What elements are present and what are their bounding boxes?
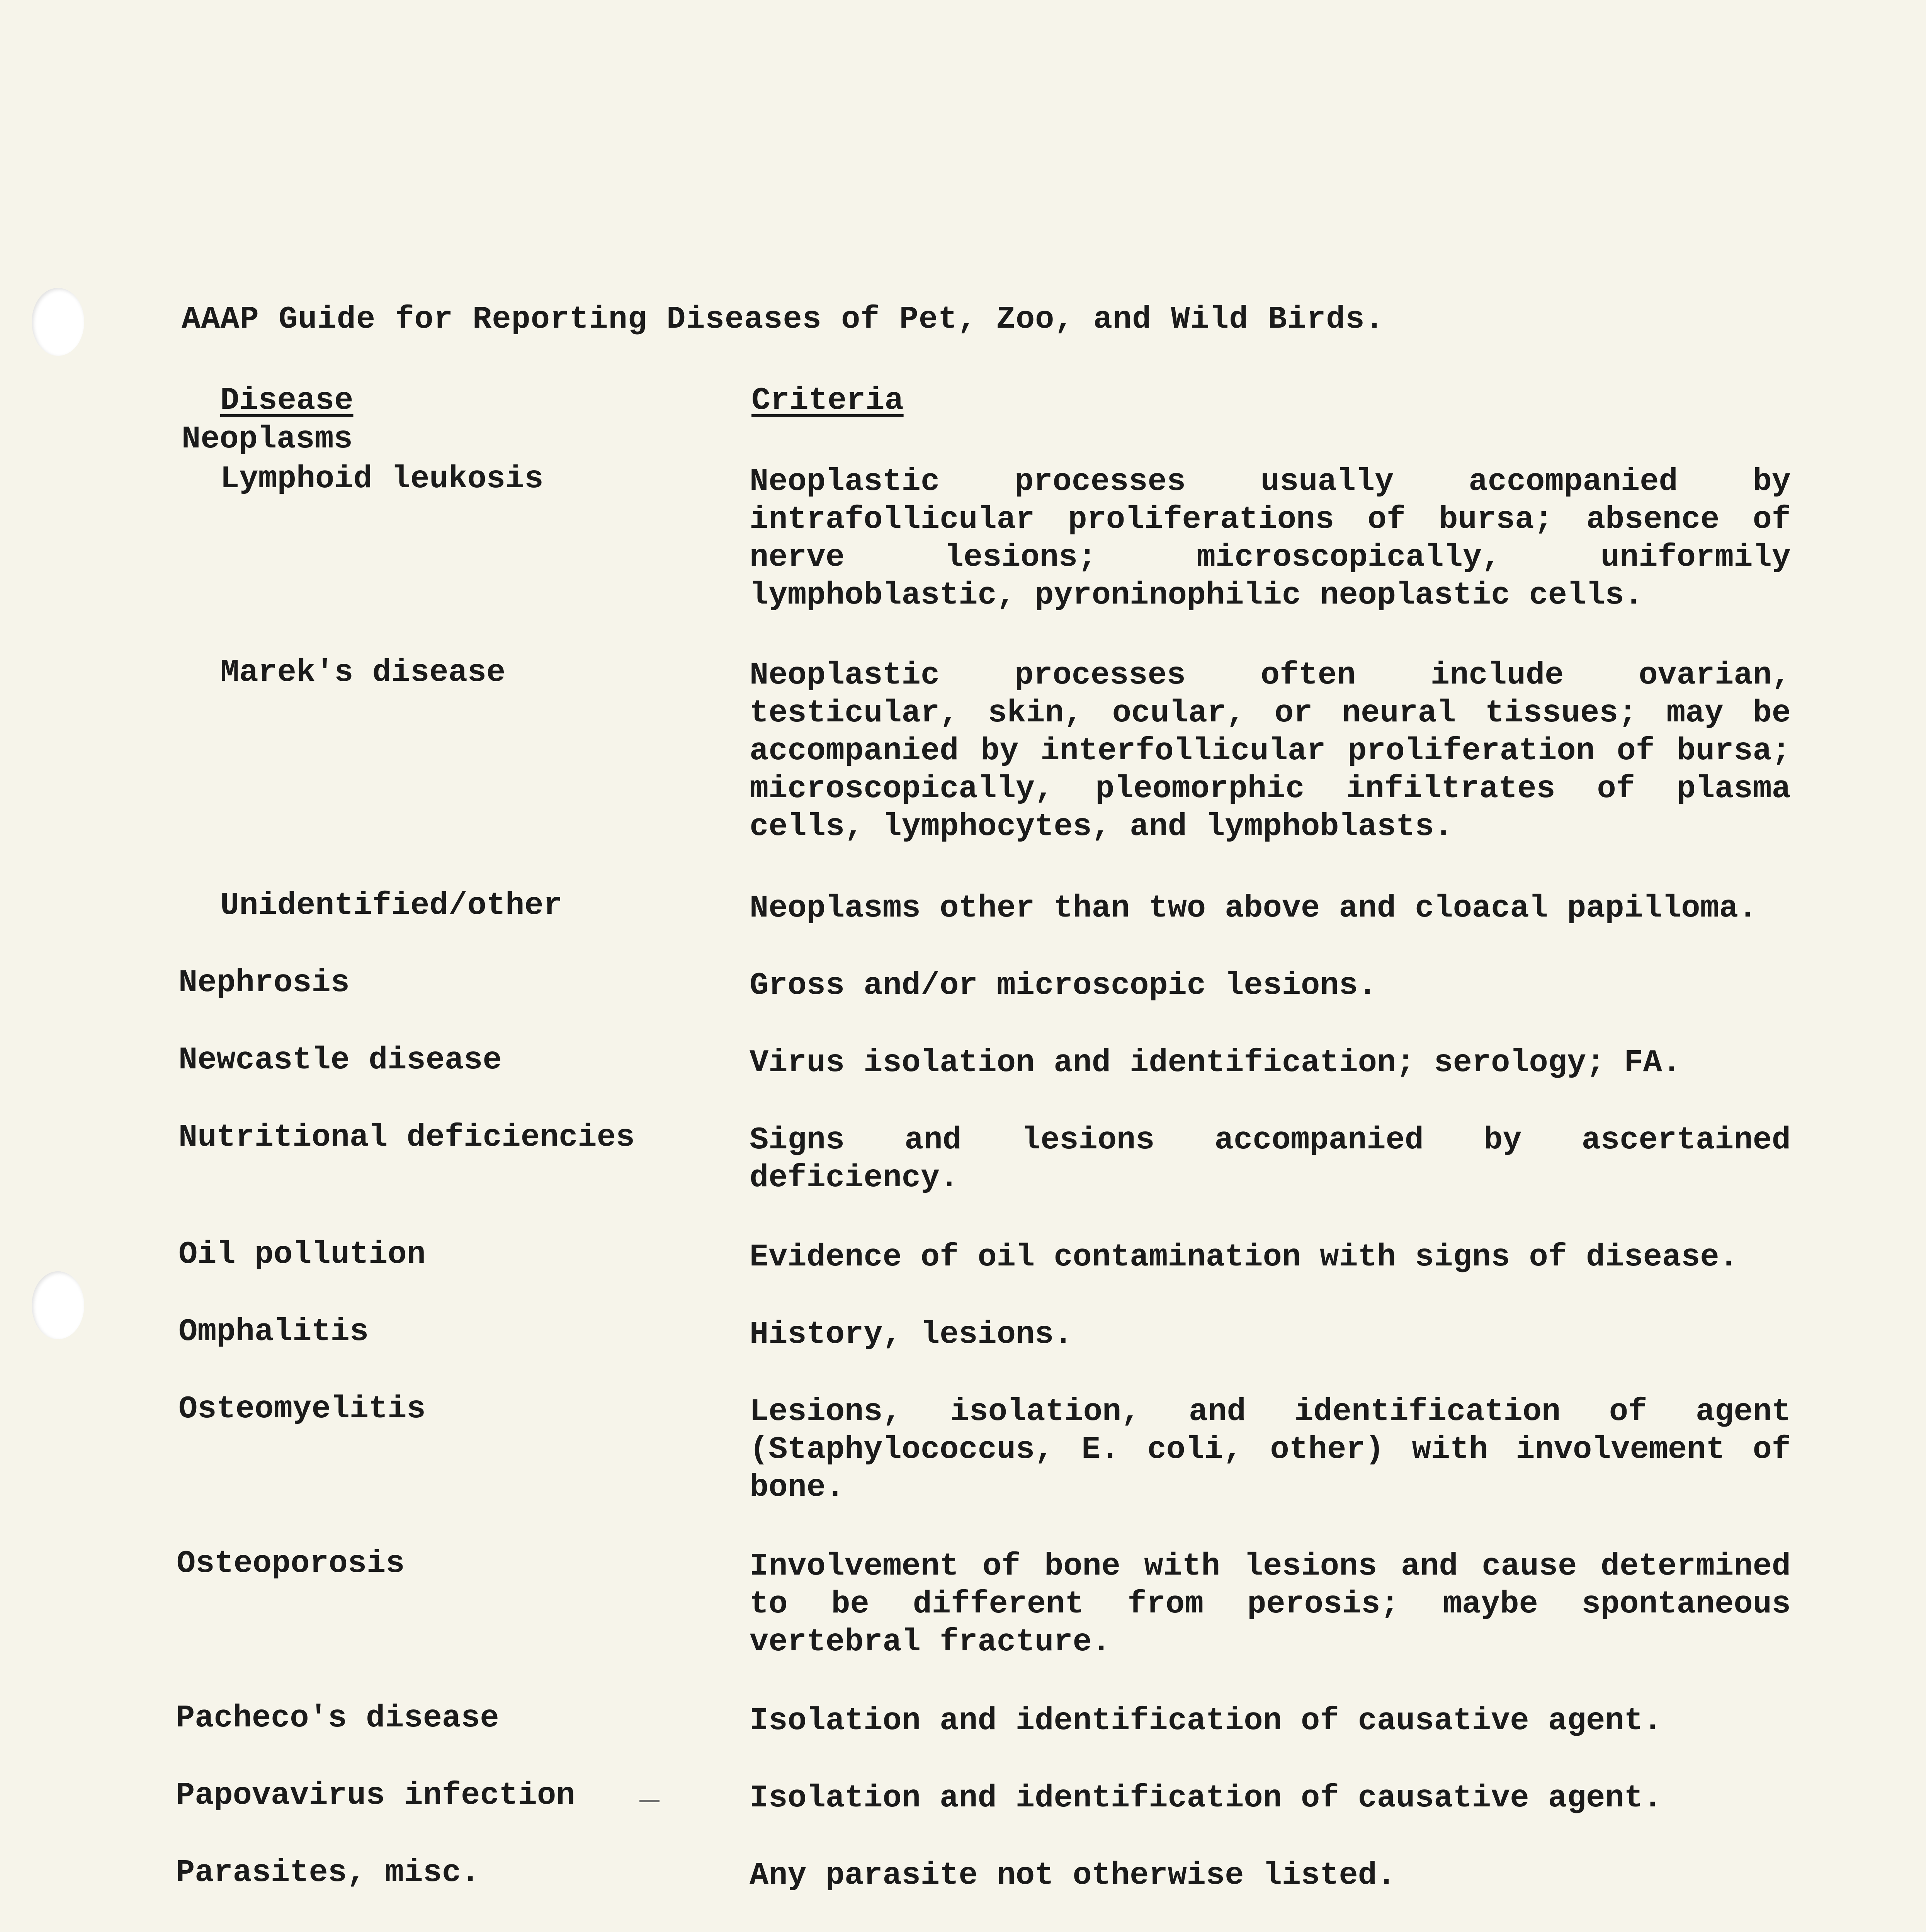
criteria-parasites-misc: Any parasite not otherwise listed.	[750, 1857, 1396, 1893]
criteria-lymphoid-leukosis: Neoplastic processes usually accompanied by intrafollicular proliferations of bursa; absence of nerve lesions; microscopically, uniformily lymphoblastic, pyroninophilic neoplastic cells.	[750, 464, 1791, 613]
criteria-mareks: Neoplastic processes often include ovarian, testicular, skin, ocular, or neural tissues; may be accompanied by interfollicular proliferation of bursa; microscopically, pleomorphic infiltrates of plasma cells, lymphocytes, and lymphoblasts.	[750, 657, 1791, 845]
punch-hole-middle	[32, 1271, 84, 1339]
disease-column-header: Disease	[220, 383, 354, 418]
disease-papovavirus: Papovavirus infection	[176, 1777, 575, 1813]
criteria-papovavirus: Isolation and identification of causative agent.	[750, 1780, 1662, 1816]
punch-hole-top	[32, 288, 84, 356]
criteria-newcastle: Virus isolation and identification; serology; FA.	[750, 1045, 1681, 1081]
stray-dash-mark	[639, 1800, 660, 1802]
disease-newcastle: Newcastle disease	[178, 1042, 502, 1078]
disease-nephrosis: Nephrosis	[178, 965, 350, 1001]
disease-osteomyelitis: Osteomyelitis	[178, 1391, 426, 1427]
disease-parasites-misc: Parasites, misc.	[176, 1855, 480, 1891]
criteria-pachecos: Isolation and identification of causative agent.	[750, 1703, 1662, 1739]
criteria-column-header: Criteria	[751, 383, 904, 418]
criteria-omphalitis: History, lesions.	[750, 1316, 1073, 1352]
criteria-unidentified-other: Neoplasms other than two above and cloacal papilloma.	[750, 890, 1758, 926]
disease-lymphoid-leukosis: Lymphoid leukosis	[220, 461, 544, 497]
criteria-nephrosis: Gross and/or microscopic lesions.	[750, 968, 1377, 1003]
criteria-nutritional-deficiencies: Signs and lesions accompanied by ascertained deficiency.	[750, 1122, 1791, 1196]
page-title: AAAP Guide for Reporting Diseases of Pet, Zoo, and Wild Birds.	[182, 301, 1384, 337]
disease-oil-pollution: Oil pollution	[178, 1236, 426, 1272]
criteria-osteoporosis: Involvement of bone with lesions and cause determined to be different from perosis; maybe spontaneous vertebral fracture.	[750, 1548, 1791, 1660]
disease-mareks: Marek's disease	[220, 655, 506, 690]
criteria-oil-pollution: Evidence of oil contamination with signs of disease.	[750, 1239, 1738, 1275]
disease-osteoporosis: Osteoporosis	[177, 1546, 405, 1582]
criteria-osteomyelitis: Lesions, isolation, and identification of agent (Staphylococcus, E. coli, other) with involvement of bone.	[750, 1394, 1791, 1505]
disease-pachecos: Pacheco's disease	[176, 1700, 499, 1736]
neoplasms-section-label: Neoplasms	[182, 421, 353, 457]
disease-omphalitis: Omphalitis	[178, 1314, 369, 1350]
disease-nutritional-deficiencies: Nutritional deficiencies	[178, 1119, 635, 1155]
disease-unidentified-other: Unidentified/other	[220, 888, 563, 923]
